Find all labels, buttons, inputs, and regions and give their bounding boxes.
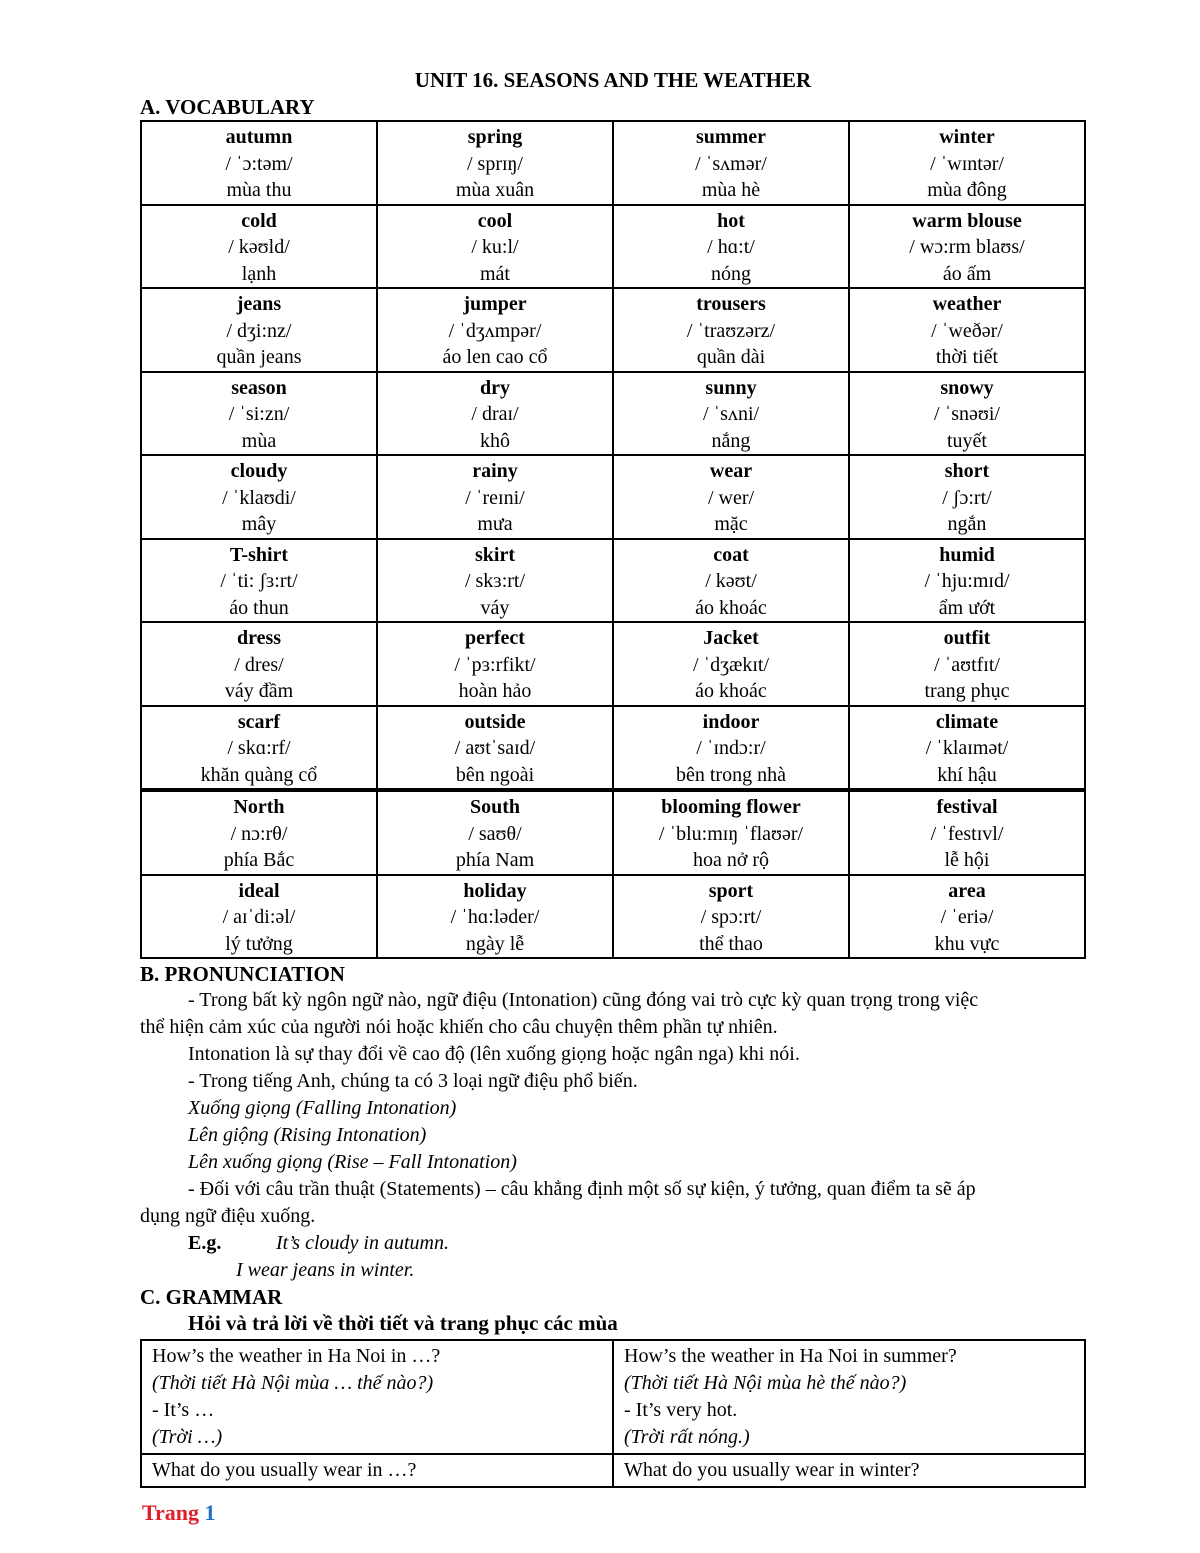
vocab-cell [613,539,849,623]
vocab-word: climate [935,710,999,733]
vocab-cell [377,455,613,539]
vocab-word: outfit [943,627,991,649]
vocab-row [141,455,1085,539]
vocab-meaning: mây [241,513,277,535]
pron-heading: B. PRONUNCIATION [140,962,345,986]
intonation-type-rise-fall: Lên xuống giọng (Rise – Fall Intonation) [188,1151,517,1173]
pron-paragraph-4-cont: dụng ngữ điệu xuống. [140,1205,316,1227]
vocab-phonetic: / ʃɔ:rt/ [942,486,992,509]
vocab-cell [377,205,613,289]
vocab-meaning: mùa đông [927,179,1007,201]
vocab-cell [849,372,1085,456]
vocab-word: ideal [238,879,280,902]
vocab-phonetic: / kəʊld/ [228,236,290,258]
vocab-meaning: mát [480,262,510,285]
vocab-row [141,539,1085,623]
vocab-cell [849,121,1085,205]
vocab-meaning: lạnh [241,262,277,285]
vocab-word: weather [932,293,1002,315]
vocab-phonetic: / wer/ [707,486,755,509]
vocab-word: jeans [236,293,282,315]
example-sentence-2: I wear jeans in winter. [236,1259,415,1281]
vocab-phonetic: / ˈti: ʃɜ:rt/ [220,570,298,592]
vocab-phonetic: / ˈaʊtfɪt/ [934,653,1000,676]
vocab-meaning: váy đầm [224,680,294,702]
pron-paragraph-1: - Trong bất kỳ ngôn ngữ nào, ngữ điệu (Intonation) cũng đóng vai trò cực kỳ quan trọng trong việc [188,989,979,1011]
vocab-phonetic: / ˈpɜ:rfikt/ [454,653,536,676]
vocab-meaning: ngày lễ [465,932,525,955]
document-page [140,66,1086,1488]
vocab-meaning: mùa xuân [455,179,535,201]
vocab-cell [613,875,849,959]
vocab-cell [613,455,849,539]
vocab-phonetic: / ku:l/ [471,236,519,258]
grammar-cell-pattern: What do you usually wear in …? [141,1454,613,1487]
example-sentence-1: It’s cloudy in autumn. [276,1232,449,1254]
vocab-cell [141,875,377,959]
vocab-cell [849,455,1085,539]
grammar-question: How’s the weather in Ha Noi in …? [152,1345,441,1367]
vocab-cell [613,622,849,706]
vocab-phonetic: / ˈweðər/ [931,319,1003,342]
vocab-meaning: mùa hè [701,179,761,201]
vocab-word: area [948,879,986,902]
vocab-meaning: thời tiết [935,346,999,368]
vocab-phonetic: / aɪˈdi:əl/ [222,906,296,928]
grammar-question-translation: (Thời tiết Hà Nội mùa hè thế nào?) [624,1372,907,1394]
grammar-question: How’s the weather in Ha Noi in summer? [624,1345,957,1367]
vocab-cell [141,539,377,623]
vocab-phonetic: / wɔ:rm blaʊs/ [909,236,1025,258]
vocab-meaning: nắng [711,429,751,452]
vocab-meaning: bên trong nhà [676,763,786,786]
pron-paragraph-1-cont: thể hiện cảm xúc của người nói hoặc khiến cho câu chuyện thêm phần tự nhiên. [140,1016,778,1038]
vocab-meaning: váy [480,596,510,619]
grammar-question-translation: (Thời tiết Hà Nội mùa … thế nào?) [152,1372,434,1394]
vocab-meaning: mưa [477,513,513,535]
vocab-meaning: thể thao [699,932,763,955]
vocab-phonetic: / nɔ:rθ/ [230,822,288,845]
footer-page-number: 1 [204,1500,216,1525]
vocab-word: South [469,796,521,818]
vocab-word: spring [467,126,523,148]
grammar-answer: - It’s … [152,1399,215,1421]
vocab-phonetic: / ˈwɪntər/ [930,152,1004,175]
vocab-phonetic: / saʊθ/ [468,822,522,845]
vocab-word: season [231,376,287,399]
vocab-word: sport [708,879,754,902]
grammar-subheading: Hỏi và trả lời về thời tiết và trang phục các mùa [188,1311,618,1335]
grammar-cell-pattern [141,1340,613,1454]
vocab-cell [613,121,849,205]
vocab-phonetic: / ˈhɑ:ləder/ [450,906,540,928]
vocab-word: warm blouse [912,209,1022,232]
vocab-meaning: áo len cao cổ [442,346,548,368]
vocab-word: North [233,796,285,818]
vocab-word: snowy [940,376,994,399]
intonation-type-falling: Xuống giọng (Falling Intonation) [188,1097,457,1119]
vocab-cell [849,288,1085,372]
vocab-cell [141,205,377,289]
vocab-cell [849,790,1085,875]
vocab-phonetic: / ˈklaʊdi/ [222,486,296,509]
vocab-phonetic: / ˈsnəʊi/ [934,403,1000,425]
vocab-table [140,120,1086,959]
vocab-word: perfect [465,627,525,649]
vocab-meaning: lễ hội [944,849,990,871]
vocab-cell [613,790,849,875]
vocab-meaning: phía Bắc [223,849,295,871]
vocab-meaning: quần dài [696,346,766,368]
vocab-phonetic: / ˈɪndɔ:r/ [696,737,766,759]
vocab-phonetic: / ˈtraʊzərz/ [686,319,776,342]
vocab-cell [849,875,1085,959]
grammar-row [141,1454,1085,1487]
vocab-meaning: áo khoác [695,596,767,619]
vocab-cell [377,288,613,372]
vocab-cell [141,706,377,791]
vocab-phonetic: / ˈklaɪmət/ [925,737,1009,759]
vocab-meaning: áo khoác [695,680,767,702]
vocab-cell [377,121,613,205]
vocab-meaning: mùa thu [226,179,292,201]
vocab-meaning: ngắn [947,513,987,535]
pron-paragraph-4: - Đối với câu trần thuật (Statements) – câu khẳng định một số sự kiện, ý tưởng, quan điểm ta sẽ áp [188,1178,976,1200]
vocab-phonetic: / ˈsʌni/ [702,403,760,425]
vocab-cell [849,706,1085,791]
vocab-cell [377,622,613,706]
vocab-word: cloudy [230,460,288,482]
vocab-cell [613,205,849,289]
vocab-word: skirt [475,543,515,566]
vocab-word: jumper [463,293,527,315]
page-title: UNIT 16. SEASONS AND THE WEATHER [414,68,812,92]
vocab-row [141,790,1085,875]
grammar-table [140,1339,1086,1488]
vocab-row [141,622,1085,706]
vocab-phonetic: / ˈreɪni/ [465,486,525,509]
vocab-phonetic: / dʒi:nz/ [226,319,292,342]
vocab-meaning: mùa [241,429,277,452]
example-label: E.g. [188,1232,222,1254]
vocab-phonetic: / ˈdʒʌmpər/ [448,319,542,342]
vocab-cell [377,372,613,456]
vocab-row [141,121,1085,205]
vocab-cell [141,372,377,456]
vocab-cell [141,455,377,539]
vocab-phonetic: / ˈhju:mɪd/ [924,570,1010,592]
vocab-phonetic: / ˈsʌmər/ [695,152,767,175]
vocab-phonetic: / spɔ:rt/ [700,906,762,928]
grammar-row [141,1340,1085,1454]
vocab-word: winter [939,126,995,148]
vocab-cell [613,288,849,372]
vocab-cell [141,288,377,372]
vocab-meaning: mặc [714,513,748,535]
vocab-word: sunny [705,376,757,399]
vocab-word: autumn [225,126,293,148]
pron-paragraph-2: Intonation là sự thay đổi về cao độ (lên xuống giọng hoặc ngân nga) khi nói. [188,1043,800,1065]
vocab-word: cool [477,209,513,232]
vocab-phonetic: / ˈɔ:təm/ [225,152,293,175]
vocab-cell [377,706,613,791]
vocab-meaning: quần jeans [216,346,302,368]
vocab-word: summer [696,126,766,148]
vocab-meaning: ẩm ướt [938,596,996,619]
vocab-word: dress [236,627,282,649]
vocab-phonetic: / dres/ [234,653,284,676]
vocab-meaning: tuyết [947,429,987,452]
grammar-cell-example [613,1340,1085,1454]
vocab-row [141,288,1085,372]
vocab-word: holiday [463,879,527,902]
vocab-row [141,875,1085,959]
vocab-meaning: trang phục [924,680,1010,702]
vocab-meaning: khí hậu [937,763,997,786]
vocab-heading: A. VOCABULARY [140,95,315,119]
vocab-meaning: hoàn hảo [458,680,532,702]
vocab-meaning: áo thun [229,596,289,619]
vocab-word: Jacket [703,627,759,649]
footer-label: Trang [142,1500,200,1525]
vocab-cell [377,875,613,959]
vocab-cell [141,790,377,875]
vocab-meaning: nóng [711,262,751,285]
vocab-phonetic: / sprɪŋ/ [466,152,523,175]
pron-paragraph-3: - Trong tiếng Anh, chúng ta có 3 loại ngữ điệu phổ biến. [188,1070,638,1092]
page-footer [142,1500,216,1526]
vocab-cell [849,205,1085,289]
grammar-answer-translation: (Trời …) [152,1426,223,1448]
vocab-cell [377,539,613,623]
vocab-phonetic: / skɜ:rt/ [464,570,526,592]
vocab-meaning: lý tưởng [225,932,293,955]
vocab-word: blooming flower [661,796,801,818]
vocab-cell [377,790,613,875]
vocab-row [141,372,1085,456]
vocab-word: dry [480,376,510,399]
vocab-word: rainy [472,460,518,482]
vocab-word: T-shirt [229,543,289,566]
vocab-row [141,205,1085,289]
vocab-meaning: áo ấm [942,262,992,285]
vocab-word: indoor [702,710,760,733]
vocab-meaning: khăn quàng cổ [200,763,318,786]
vocab-word: scarf [237,710,281,733]
vocab-cell [849,539,1085,623]
grammar-cell-example: What do you usually wear in winter? [613,1454,1085,1487]
vocab-cell [141,622,377,706]
vocab-phonetic: / ˈsi:zn/ [228,403,290,425]
vocab-word: festival [936,796,998,818]
vocab-meaning: khu vực [934,932,1000,955]
vocab-phonetic: / draɪ/ [471,403,519,425]
grammar-answer-translation: (Trời rất nóng.) [624,1426,750,1448]
grammar-answer: - It’s very hot. [624,1399,738,1421]
vocab-cell [613,372,849,456]
vocab-word: trousers [696,293,766,315]
grammar-heading: C. GRAMMAR [140,1285,283,1309]
vocab-word: short [944,460,990,482]
vocab-word: hot [717,209,745,232]
vocab-word: cold [241,209,277,232]
vocab-word: humid [939,543,995,566]
vocab-word: outside [464,710,526,733]
vocab-cell [613,706,849,791]
vocab-meaning: bên ngoài [455,763,535,786]
vocab-meaning: phía Nam [455,849,535,871]
vocab-phonetic: / kəʊt/ [705,570,757,592]
vocab-phonetic: / hɑ:t/ [707,236,755,258]
vocab-phonetic: / aʊtˈsaɪd/ [454,737,536,759]
vocab-word: wear [709,460,753,482]
vocab-meaning: khô [480,429,510,452]
vocab-phonetic: / ˈdʒækɪt/ [692,653,770,676]
vocab-phonetic: / ˈeriə/ [940,906,994,928]
vocab-phonetic: / ˈfestɪvl/ [930,822,1004,845]
vocab-cell [141,121,377,205]
vocab-phonetic: / skɑ:rf/ [227,737,291,759]
example-line-1 [140,1230,1086,1257]
vocab-phonetic: / ˈblu:mɪŋ ˈflaʊər/ [658,822,804,845]
vocab-cell [849,622,1085,706]
intonation-type-rising: Lên giộng (Rising Intonation) [188,1124,427,1146]
vocab-meaning: hoa nở rộ [692,849,770,871]
vocab-row [141,706,1085,791]
vocab-word: coat [713,543,749,566]
